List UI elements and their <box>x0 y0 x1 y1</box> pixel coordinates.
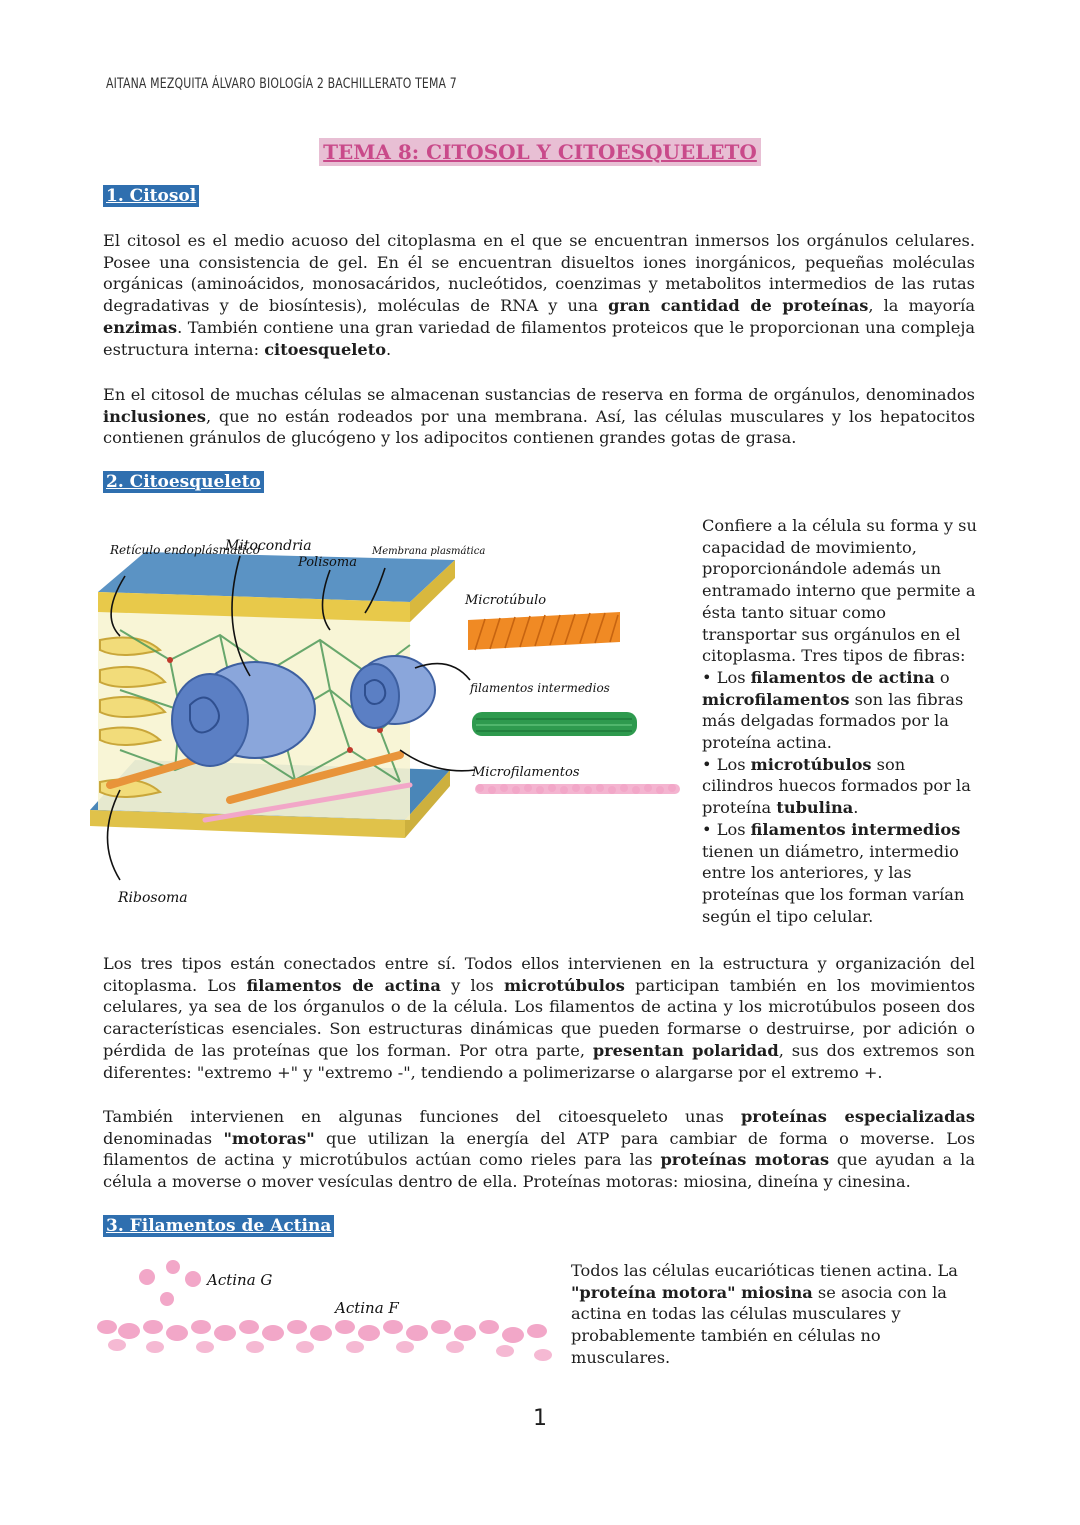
label-membrana: Membrana plasmática <box>372 546 486 557</box>
label-actina-f: Actina F <box>335 1299 399 1317</box>
citosol-paragraph-1: El citosol es el medio acuoso del citoplasma en el que se encuentran inmersos los orgánulos celulares. Posee una consistencia de gel. En él se encuentran disueltos iones inorgánicos, pequeñas moléculas orgánicas (aminoácidos, monosacáridos, nucleótidos, coenzimas y metabolitos intermedios de las rutas degradativas y de biosíntesis), moléculas de RNA y una gran cantidad de proteínas, la mayoría enzimas. También contiene una gran variedad de filamentos proteicos que le proporcionan una compleja estructura interna: citoesqueleto. <box>103 231 975 359</box>
actina-side-text: Todos las células eucarióticas tienen actina. La "proteína motora" miosina se asocia con la actina en todas las células musculares y probablemente también en células no musculares. <box>571 1261 958 1367</box>
label-reticulo: Retículo endoplásmatico <box>110 543 260 557</box>
page-number: 1 <box>533 1406 547 1431</box>
section-2-heading: 2. Citoesqueleto <box>103 472 264 492</box>
header-note: AITANA MEZQUITA ÁLVARO BIOLOGÍA 2 BACHILLERATO TEMA 7 <box>106 76 457 92</box>
citoesqueleto-paragraph-1: Los tres tipos están conectados entre sí. Todos ellos intervienen en la estructura y organización del citoplasma. Los filamentos de actina y los microtúbulos participan también en los movimientos celulares, ya sea de los órganulos o de la célula. Los filamentos de actina y los microtúbulos poseen dos características esenciales. Son estructuras dinámicas que pueden formarse o destruirse, por adición o pérdida de las proteínas que los forman. Por otra parte, presentan polaridad, sus dos extremos son diferentes: "extremo +" y "extremo -", tendiendo a polimerizarse o alargarse por el extremo +. <box>103 954 976 1082</box>
actin-g-monomers <box>139 1260 201 1306</box>
label-microtubulo: Microtúbulo <box>465 593 547 608</box>
microfilament-sample <box>475 784 680 794</box>
section-3-heading: 3. Filamentos de Actina <box>103 1216 334 1236</box>
label-ribosoma: Ribosoma <box>118 890 188 906</box>
microtubule-sample <box>468 612 620 650</box>
page-title-text: TEMA 8: CITOSOL Y CITOESQUELETO <box>319 138 761 166</box>
label-polisoma: Polisoma <box>298 555 357 570</box>
cytoskeleton-diagram <box>80 520 690 920</box>
page-title <box>0 140 1080 164</box>
intermediate-filament-sample <box>472 712 637 736</box>
label-actina-g: Actina G <box>207 1271 273 1289</box>
actin-f-filament <box>97 1320 552 1361</box>
citoesqueleto-side-text: Confiere a la célula su forma y su capacidad de movimiento, proporcionándole además un entramado interno que permite a ésta tanto situar como transportar sus orgánulos en el citoplasma. Tres tipos de fibras: • Los filamentos de actina o microfilamentos son las fibras más delgadas formados por la proteína actina. • Los microtúbulos son cilindros huecos formados por la proteína tubulina. • Los filamentos intermedios tienen un diámetro, intermedio entre los anteriores, y las proteínas que los forman varían según el tipo celular. <box>702 516 977 926</box>
label-filamentos: filamentos intermedios <box>470 681 610 695</box>
citosol-paragraph-2: En el citosol de muchas células se almacenan sustancias de reserva en forma de orgánulos, denominados inclusiones, que no están rodeados por una membrana. Así, las células musculares y los hepatocitos contienen gránulos de glucógeno y los adipocitos contienen grandes gotas de grasa. <box>103 385 975 448</box>
actin-diagram <box>95 1255 555 1370</box>
section-1-heading: 1. Citosol <box>103 186 199 206</box>
label-mitocondria: Mitocondria <box>225 538 312 554</box>
citoesqueleto-paragraph-2: También intervienen en algunas funciones del citoesqueleto unas proteínas especializadas denominadas "motoras" que utilizan la energía del ATP para cambiar de forma o moverse. Los filamentos de actina y microtúbulos actúan como rieles para las proteínas motoras que ayudan a la célula a moverse o mover vesículas dentro de ella. Proteínas motoras: miosina, dineína y cinesina. <box>103 1107 976 1192</box>
label-microfilamentos: Microfilamentos <box>472 765 580 780</box>
